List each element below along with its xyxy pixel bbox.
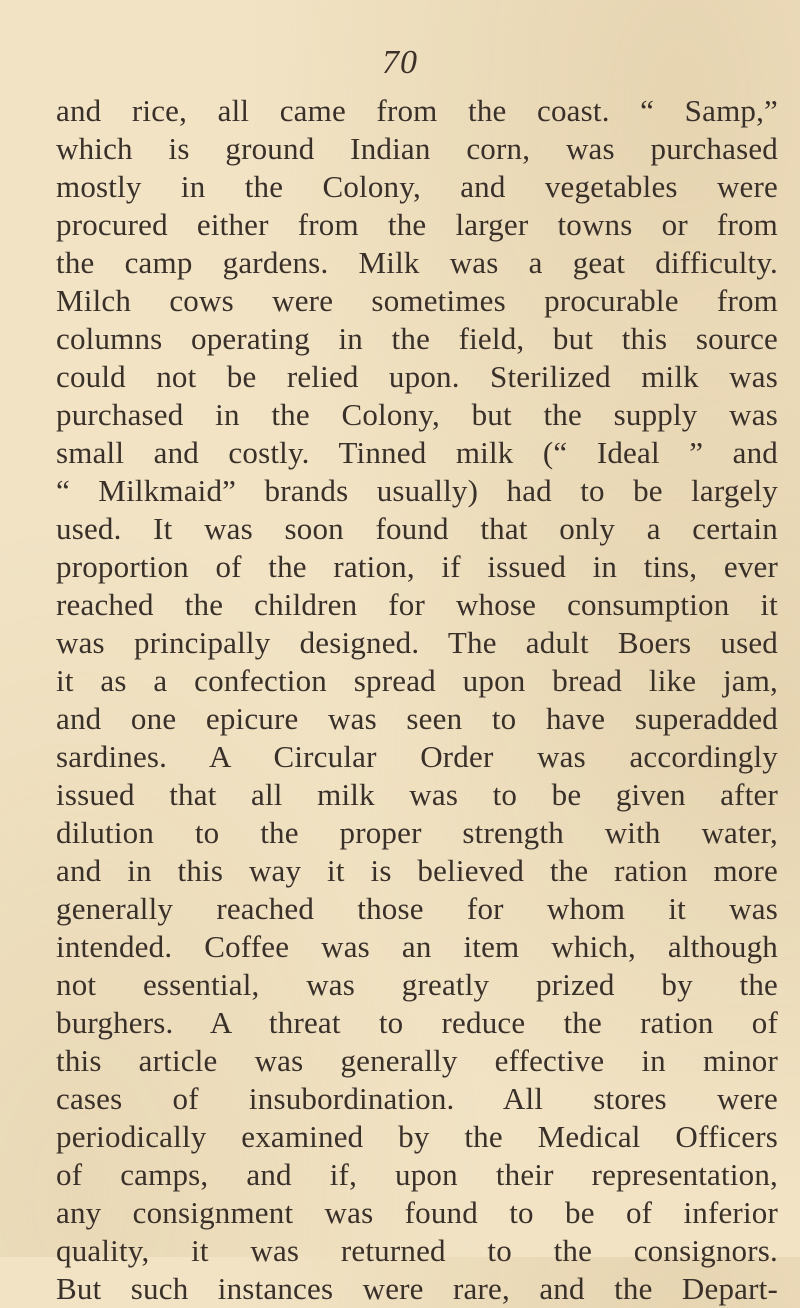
text-line: used. It was soon found that only a certain <box>56 511 778 546</box>
text-line: intended. Coffee was an item which, although <box>56 929 778 964</box>
text-line: mostly in the Colony, and vegetables were <box>56 169 778 204</box>
text-line: could not be relied upon. Sterilized milk was <box>56 359 778 394</box>
text-line: not essential, was greatly prized by the <box>56 967 778 1002</box>
text-line: the camp gardens. Milk was a geat difficulty. <box>56 245 778 280</box>
text-line: and one epicure was seen to have superadded <box>56 701 778 736</box>
body-text <box>56 92 778 1308</box>
text-line: Milch cows were sometimes procurable from <box>56 283 778 318</box>
text-line: quality, it was returned to the consignors. <box>56 1233 778 1268</box>
text-line: it as a confection spread upon bread like jam, <box>56 663 778 698</box>
text-line: periodically examined by the Medical Officers <box>56 1119 778 1154</box>
text-line: But such instances were rare, and the Depart- <box>56 1271 778 1306</box>
text-line: procured either from the larger towns or from <box>56 207 778 242</box>
text-line: dilution to the proper strength with water, <box>56 815 778 850</box>
text-line: burghers. A threat to reduce the ration of <box>56 1005 778 1040</box>
text-line: issued that all milk was to be given after <box>56 777 778 812</box>
text-line: this article was generally effective in minor <box>56 1043 778 1078</box>
text-line: sardines. A Circular Order was accordingly <box>56 739 778 774</box>
text-line: generally reached those for whom it was <box>56 891 778 926</box>
text-line: cases of insubordination. All stores were <box>56 1081 778 1116</box>
text-line: of camps, and if, upon their representation, <box>56 1157 778 1192</box>
text-line: “ Milkmaid” brands usually) had to be largely <box>56 473 778 508</box>
text-line: proportion of the ration, if issued in tins, ever <box>56 549 778 584</box>
page-number: 70 <box>382 44 418 81</box>
text-line: purchased in the Colony, but the supply was <box>56 397 778 432</box>
text-line: and rice, all came from the coast. “ Samp,” <box>56 93 778 128</box>
text-line: which is ground Indian corn, was purchased <box>56 131 778 166</box>
text-line: small and costly. Tinned milk (“ Ideal ” and <box>56 435 778 470</box>
text-line: and in this way it is believed the ration more <box>56 853 778 888</box>
text-line: was principally designed. The adult Boers used <box>56 625 778 660</box>
text-line: any consignment was found to be of inferior <box>56 1195 778 1230</box>
text-line: reached the children for whose consumption it <box>56 587 778 622</box>
text-line: columns operating in the field, but this source <box>56 321 778 356</box>
